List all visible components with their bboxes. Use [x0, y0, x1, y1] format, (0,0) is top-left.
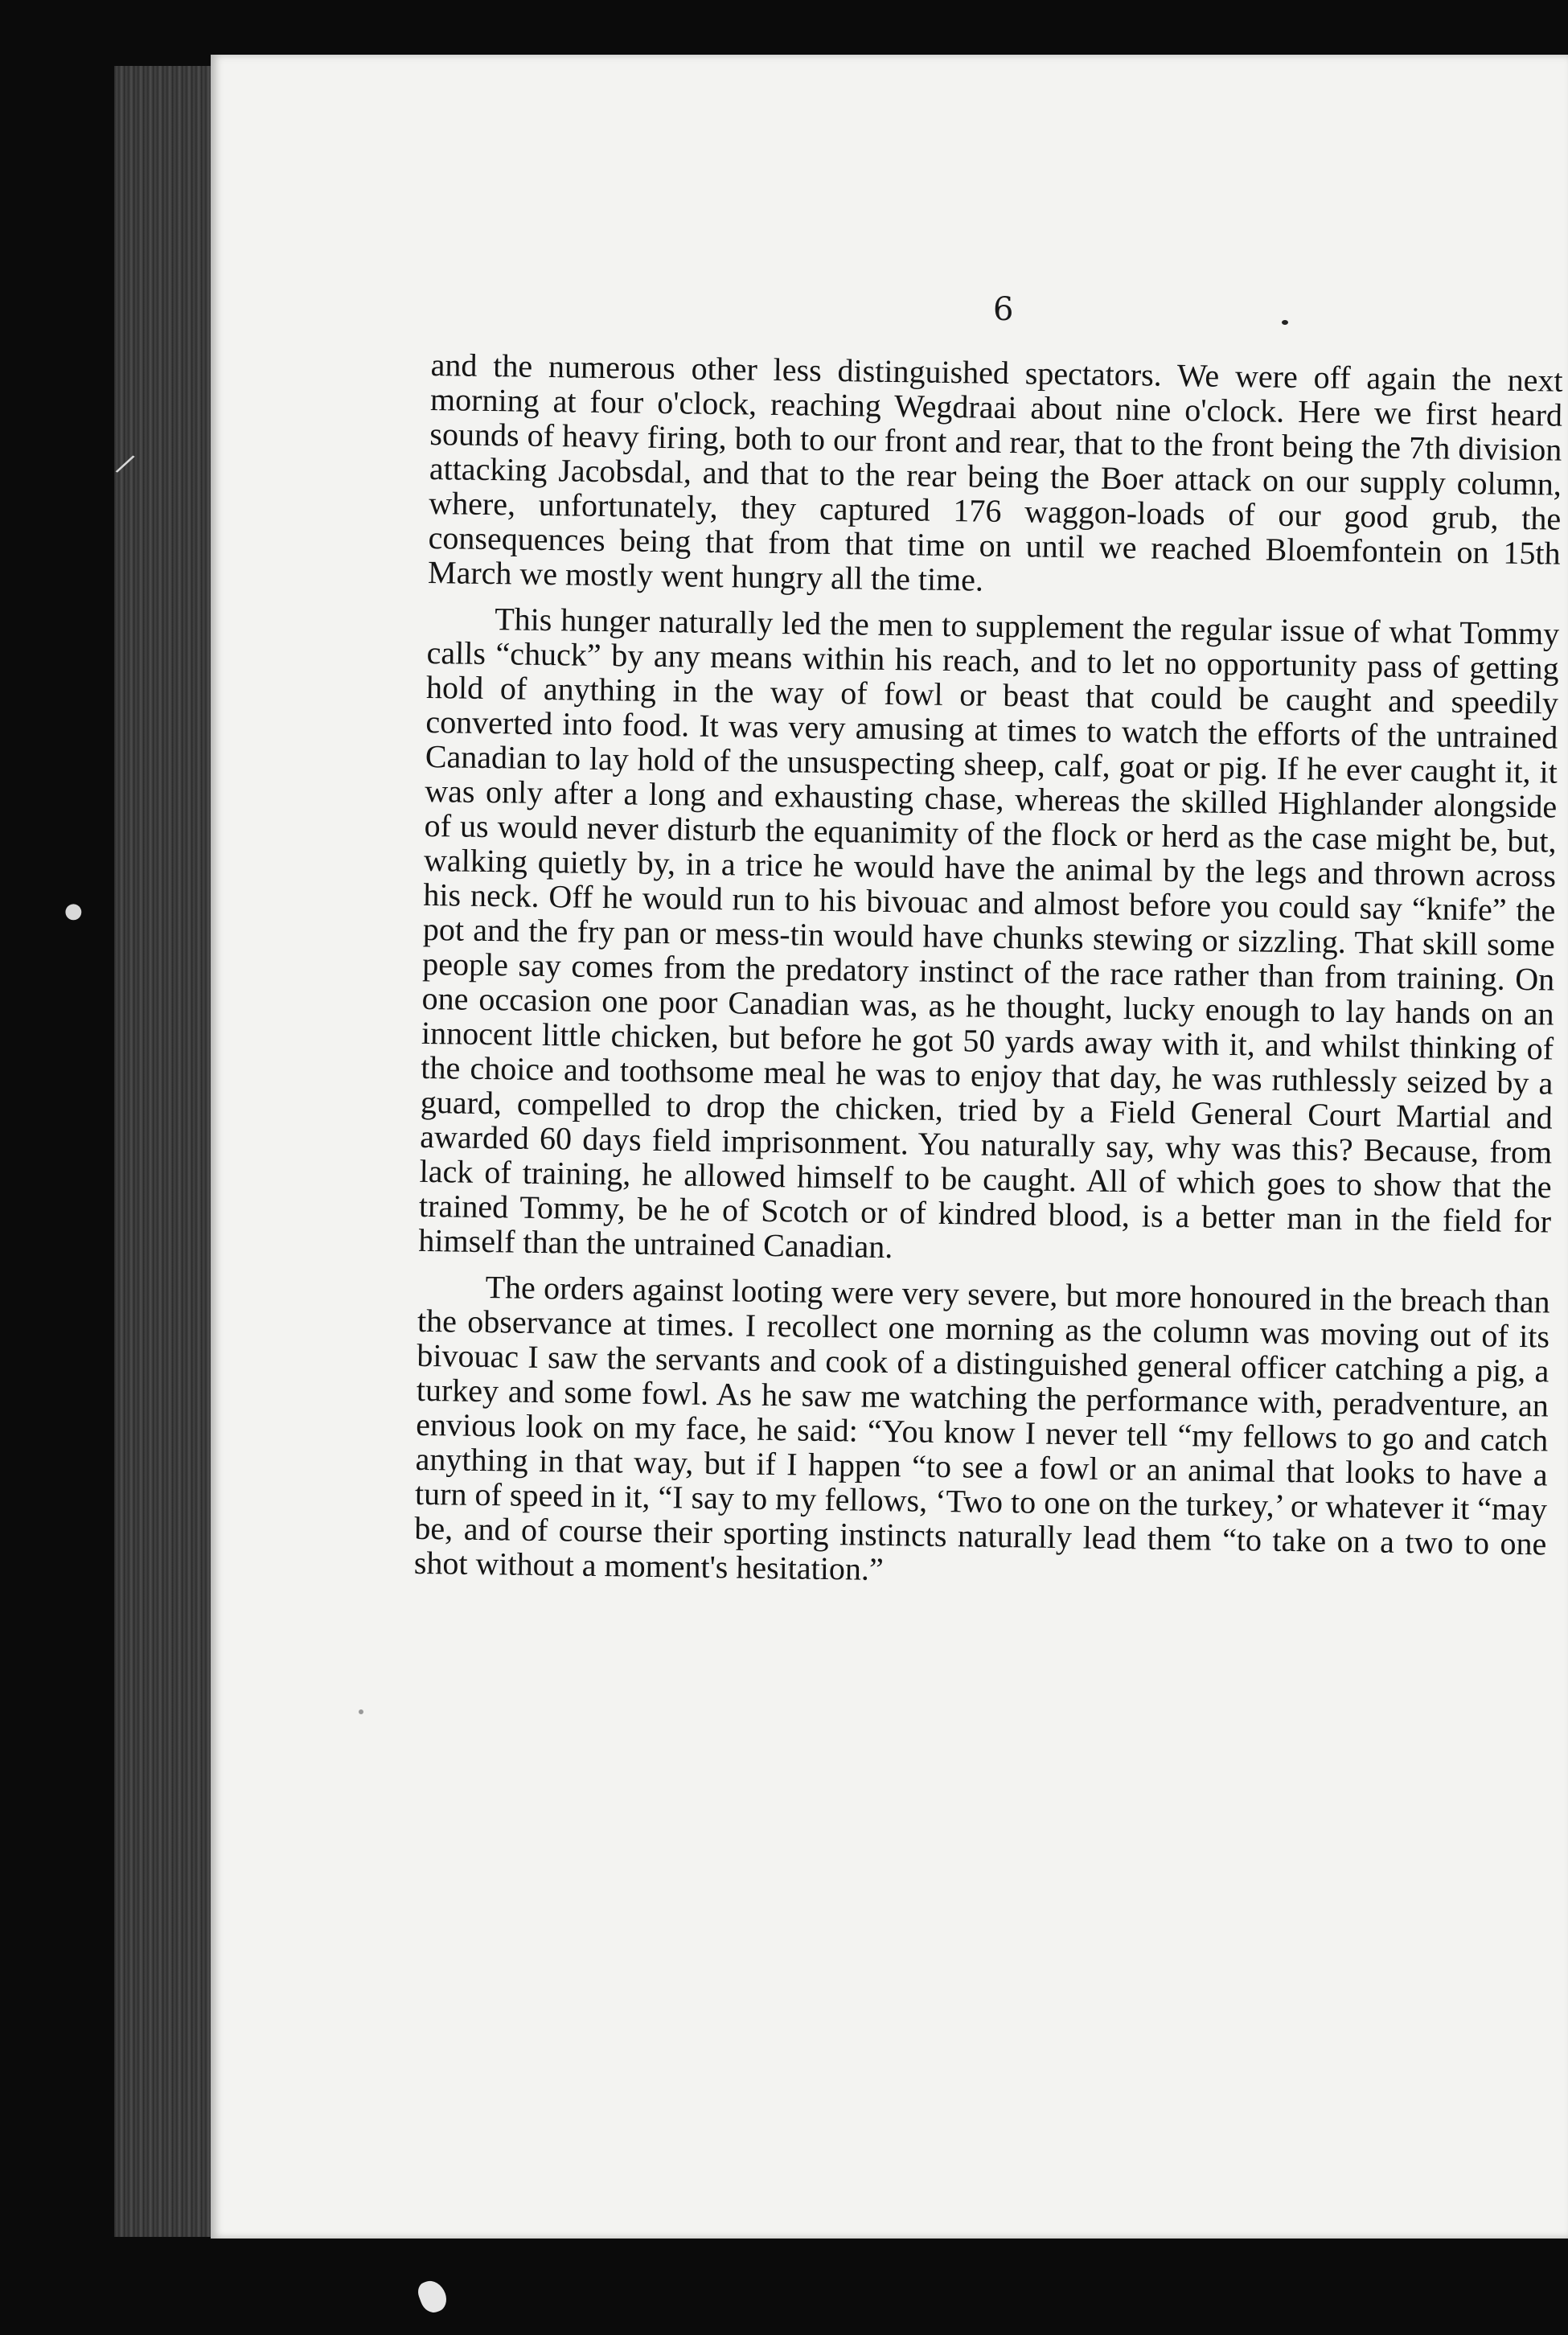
page-text-body [413, 347, 1562, 1607]
page-number: 6 [993, 291, 1014, 328]
paragraph: and the numerous other less distinguished spectators. We were off again the next morning at four o'clock, reaching Wegdraai about nine o'clock. Here we first heard sounds of heavy firing, both to our front and rear, that to the front being the 7th division attacking Jacobsdal, and that to the rear being the Boer attack on our supply column, where, unfortunately, they captured 176 waggon-loads of our good grub, the consequences being that from that time on until we reached Bloemfontein on 15th March we mostly went hungry all the time. [427, 347, 1563, 598]
ink-speck [1282, 320, 1288, 325]
paragraph: The orders against looting were very severe, but more honoured in the breach than the observance at times. I recollect one morning as the column was moving out of its bivouac I saw the servants and cook of a distinguished general officer catching a pig, a turkey and some fowl. As he saw me watching the performance with, peradventure, an envious look on my face, he said: “You know I never tell “my fellows to go and catch anything in that way, but if I happen “to see a fowl or an animal that looks to have a turn of speed in it, “I say to my fellows, ‘Two to one on the turkey,’ or whatever it “may be, and of course their sporting instincts naturally lead them “to take on a two to one shot without a moment's hesitation.” [413, 1269, 1550, 1588]
gutter-stroke-mark: / [113, 447, 138, 481]
gutter-blot-mark: ● [64, 899, 83, 923]
binding-gutter [114, 66, 219, 2237]
ink-speck [359, 1709, 363, 1714]
paragraph: This hunger naturally led the men to supplement the regular issue of what Tommy calls “chuck” by any means within his reach, and to let no opportunity pass of getting hold of anything in the way of fowl or beast that could be caught and speedily converted into food. It was very amusing at times to watch the efforts of the untrained Canadian to lay hold of the unsuspecting sheep, calf, goat or pig. If he ever caught it, it was only after a long and exhausting chase, whereas the skilled Highlander alongside of us would never disturb the equanimity of the flock or herd as the case might be, but, walking quietly by, in a trice he would have the animal by the legs and thrown across his neck. Off he would run to his bivouac and almost before you could say “knife” the pot and the fry pan or mess-tin would have chunks stewing or sizzling. That skill some people say comes from the predatory instinct of the race rather than from training. On one occasion one poor Canadian was, as he thought, lucky enough to lay hands on an innocent little chicken, but before he got 50 yards away with it, and whilst thinking of the choice and toothsome meal he was to enjoy that day, he was ruthlessly seized by a guard, compelled to drop the chicken, tried by a Field General Court Martial and awarded 60 days field imprisonment. You naturally say, why was this? Because, from lack of training, he allowed himself to be caught. All of which goes to show that the trained Tommy, be he of Scotch or of kindred blood, is a better man in the field for himself than the untrained Canadian. [418, 601, 1560, 1266]
